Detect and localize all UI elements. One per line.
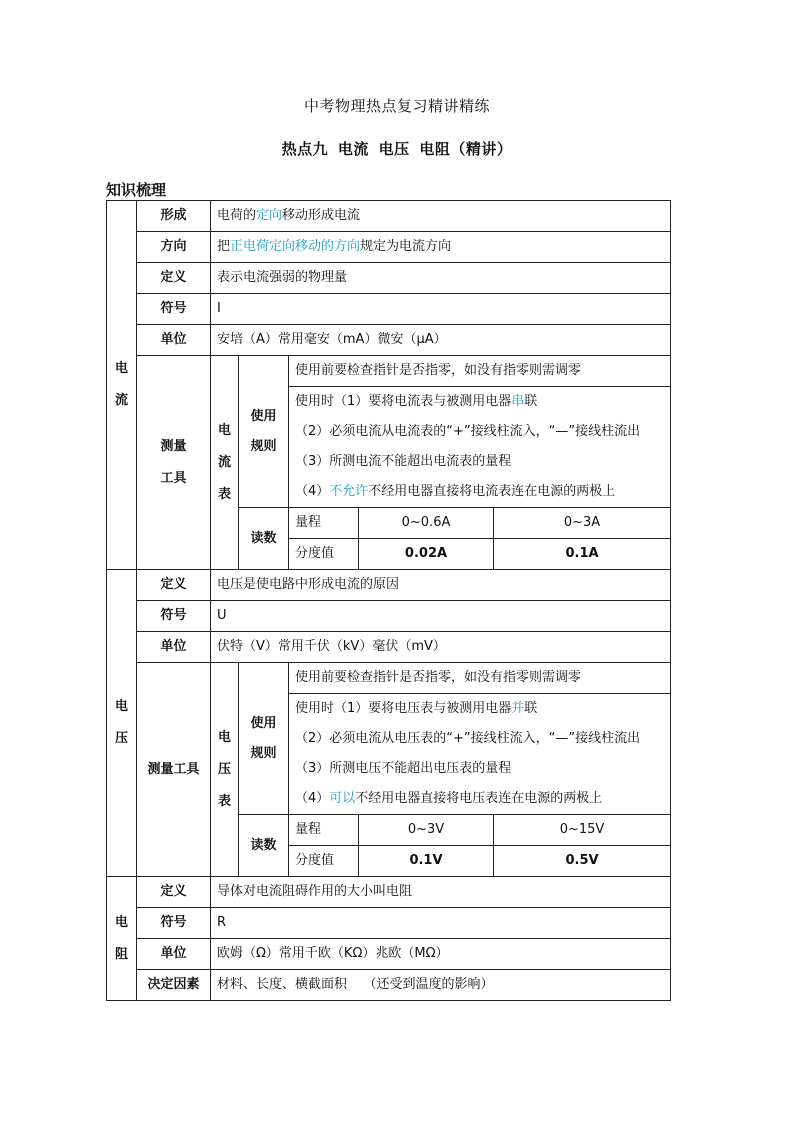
voltmeter-label: 电 压 表 bbox=[211, 663, 239, 877]
voltage-rules-list bbox=[289, 694, 671, 815]
current-rule-2: 使用时（1）要将电流表与被测用电器串联 bbox=[295, 394, 538, 409]
voltage-division-large: 0.5V bbox=[494, 846, 671, 877]
voltage-rule-5: （4）可以不经用电器直接将电压表连在电源的两极上 bbox=[295, 791, 603, 806]
resistance-symbol-row bbox=[107, 908, 671, 939]
document-title: 中考物理热点复习精讲精练 bbox=[303, 97, 490, 115]
current-definition-row bbox=[107, 263, 671, 294]
current-symbol-value: I bbox=[211, 294, 671, 325]
voltage-rule-2: 使用时（1）要将电压表与被测用电器并联 bbox=[295, 701, 538, 716]
ammeter-label: 电 流 表 bbox=[211, 356, 239, 570]
resistance-symbol-value: R bbox=[211, 908, 671, 939]
resistance-definition-value: 导体对电流阻碍作用的大小叫电阻 bbox=[211, 877, 671, 908]
current-division-label: 分度值 bbox=[289, 539, 359, 570]
resistance-definition-label: 定义 bbox=[137, 877, 211, 908]
current-definition-value: 表示电流强弱的物理量 bbox=[211, 263, 671, 294]
current-range-small: 0~0.6A bbox=[359, 508, 494, 539]
voltage-unit-label: 单位 bbox=[137, 632, 211, 663]
voltage-division-small: 0.1V bbox=[359, 846, 494, 877]
voltage-unit-row bbox=[107, 632, 671, 663]
resistance-symbol-label: 符号 bbox=[137, 908, 211, 939]
current-form-label: 形成 bbox=[137, 201, 211, 232]
current-rules-label: 使用 规则 bbox=[239, 356, 289, 508]
voltage-reading-label: 读数 bbox=[239, 815, 289, 877]
voltage-definition-row bbox=[107, 570, 671, 601]
resistance-factor-row bbox=[107, 970, 671, 1001]
current-rule-1: 使用前要检查指针是否指零，如没有指零则需调零 bbox=[289, 356, 671, 387]
voltage-definition-label: 定义 bbox=[137, 570, 211, 601]
knowledge-table bbox=[106, 200, 671, 1001]
resistance-factor-label: 决定因素 bbox=[137, 970, 211, 1001]
current-range-label: 量程 bbox=[289, 508, 359, 539]
voltage-category: 电 压 bbox=[107, 570, 137, 877]
resistance-definition-row bbox=[107, 877, 671, 908]
voltage-symbol-row bbox=[107, 601, 671, 632]
current-unit-value: 安培（A）常用毫安（mA）微安（μA） bbox=[211, 325, 671, 356]
voltage-rules-label: 使用 规则 bbox=[239, 663, 289, 815]
resistance-unit-row bbox=[107, 939, 671, 970]
resistance-category: 电 阻 bbox=[107, 877, 137, 1001]
current-tool-label: 测量 工具 bbox=[137, 356, 211, 570]
current-definition-label: 定义 bbox=[137, 263, 211, 294]
current-unit-label: 单位 bbox=[137, 325, 211, 356]
resistance-unit-value: 欧姆（Ω）常用千欧（KΩ）兆欧（MΩ） bbox=[211, 939, 671, 970]
voltage-rule1-row bbox=[107, 663, 671, 694]
document-subtitle: 热点九 电流 电压 电阻（精讲） bbox=[281, 140, 513, 158]
voltage-symbol-label: 符号 bbox=[137, 601, 211, 632]
current-direction-label: 方向 bbox=[137, 232, 211, 263]
current-rule-4: （3）所测电流不能超出电流表的量程 bbox=[295, 454, 512, 469]
current-form-value: 电荷的定向移动形成电流 bbox=[211, 201, 671, 232]
current-division-large: 0.1A bbox=[494, 539, 671, 570]
voltage-range-small: 0~3V bbox=[359, 815, 494, 846]
voltage-unit-value: 伏特（V）常用千伏（kV）毫伏（mV） bbox=[211, 632, 671, 663]
resistance-factor-value: 材料、长度、横截面积 （还受到温度的影响） bbox=[211, 970, 671, 1001]
current-rules-list bbox=[289, 387, 671, 508]
current-symbol-label: 符号 bbox=[137, 294, 211, 325]
voltage-range-large: 0~15V bbox=[494, 815, 671, 846]
voltage-rule-4: （3）所测电压不能超出电压表的量程 bbox=[295, 761, 512, 776]
voltage-rule-1: 使用前要检查指针是否指零，如没有指零则需调零 bbox=[289, 663, 671, 694]
voltage-division-label: 分度值 bbox=[289, 846, 359, 877]
resistance-unit-label: 单位 bbox=[137, 939, 211, 970]
current-unit-row bbox=[107, 325, 671, 356]
current-range-large: 0~3A bbox=[494, 508, 671, 539]
current-rule1-row bbox=[107, 356, 671, 387]
current-form-row bbox=[107, 201, 671, 232]
voltage-symbol-value: U bbox=[211, 601, 671, 632]
section-heading: 知识梳理 bbox=[106, 181, 167, 199]
current-rule-3: （2）必须电流从电流表的“+”接线柱流入，“—”接线柱流出 bbox=[295, 424, 641, 439]
voltage-definition-value: 电压是使电路中形成电流的原因 bbox=[211, 570, 671, 601]
current-direction-row bbox=[107, 232, 671, 263]
current-reading-label: 读数 bbox=[239, 508, 289, 570]
current-symbol-row bbox=[107, 294, 671, 325]
current-category: 电 流 bbox=[107, 201, 137, 570]
current-division-small: 0.02A bbox=[359, 539, 494, 570]
voltage-tool-label: 测量工具 bbox=[137, 663, 211, 877]
voltage-rule-3: （2）必须电流从电压表的“+”接线柱流入，“—”接线柱流出 bbox=[295, 731, 641, 746]
current-rule-5: （4）不允许不经用电器直接将电流表连在电源的两极上 bbox=[295, 484, 616, 499]
current-direction-value: 把正电荷定向移动的方向规定为电流方向 bbox=[211, 232, 671, 263]
voltage-range-label: 量程 bbox=[289, 815, 359, 846]
